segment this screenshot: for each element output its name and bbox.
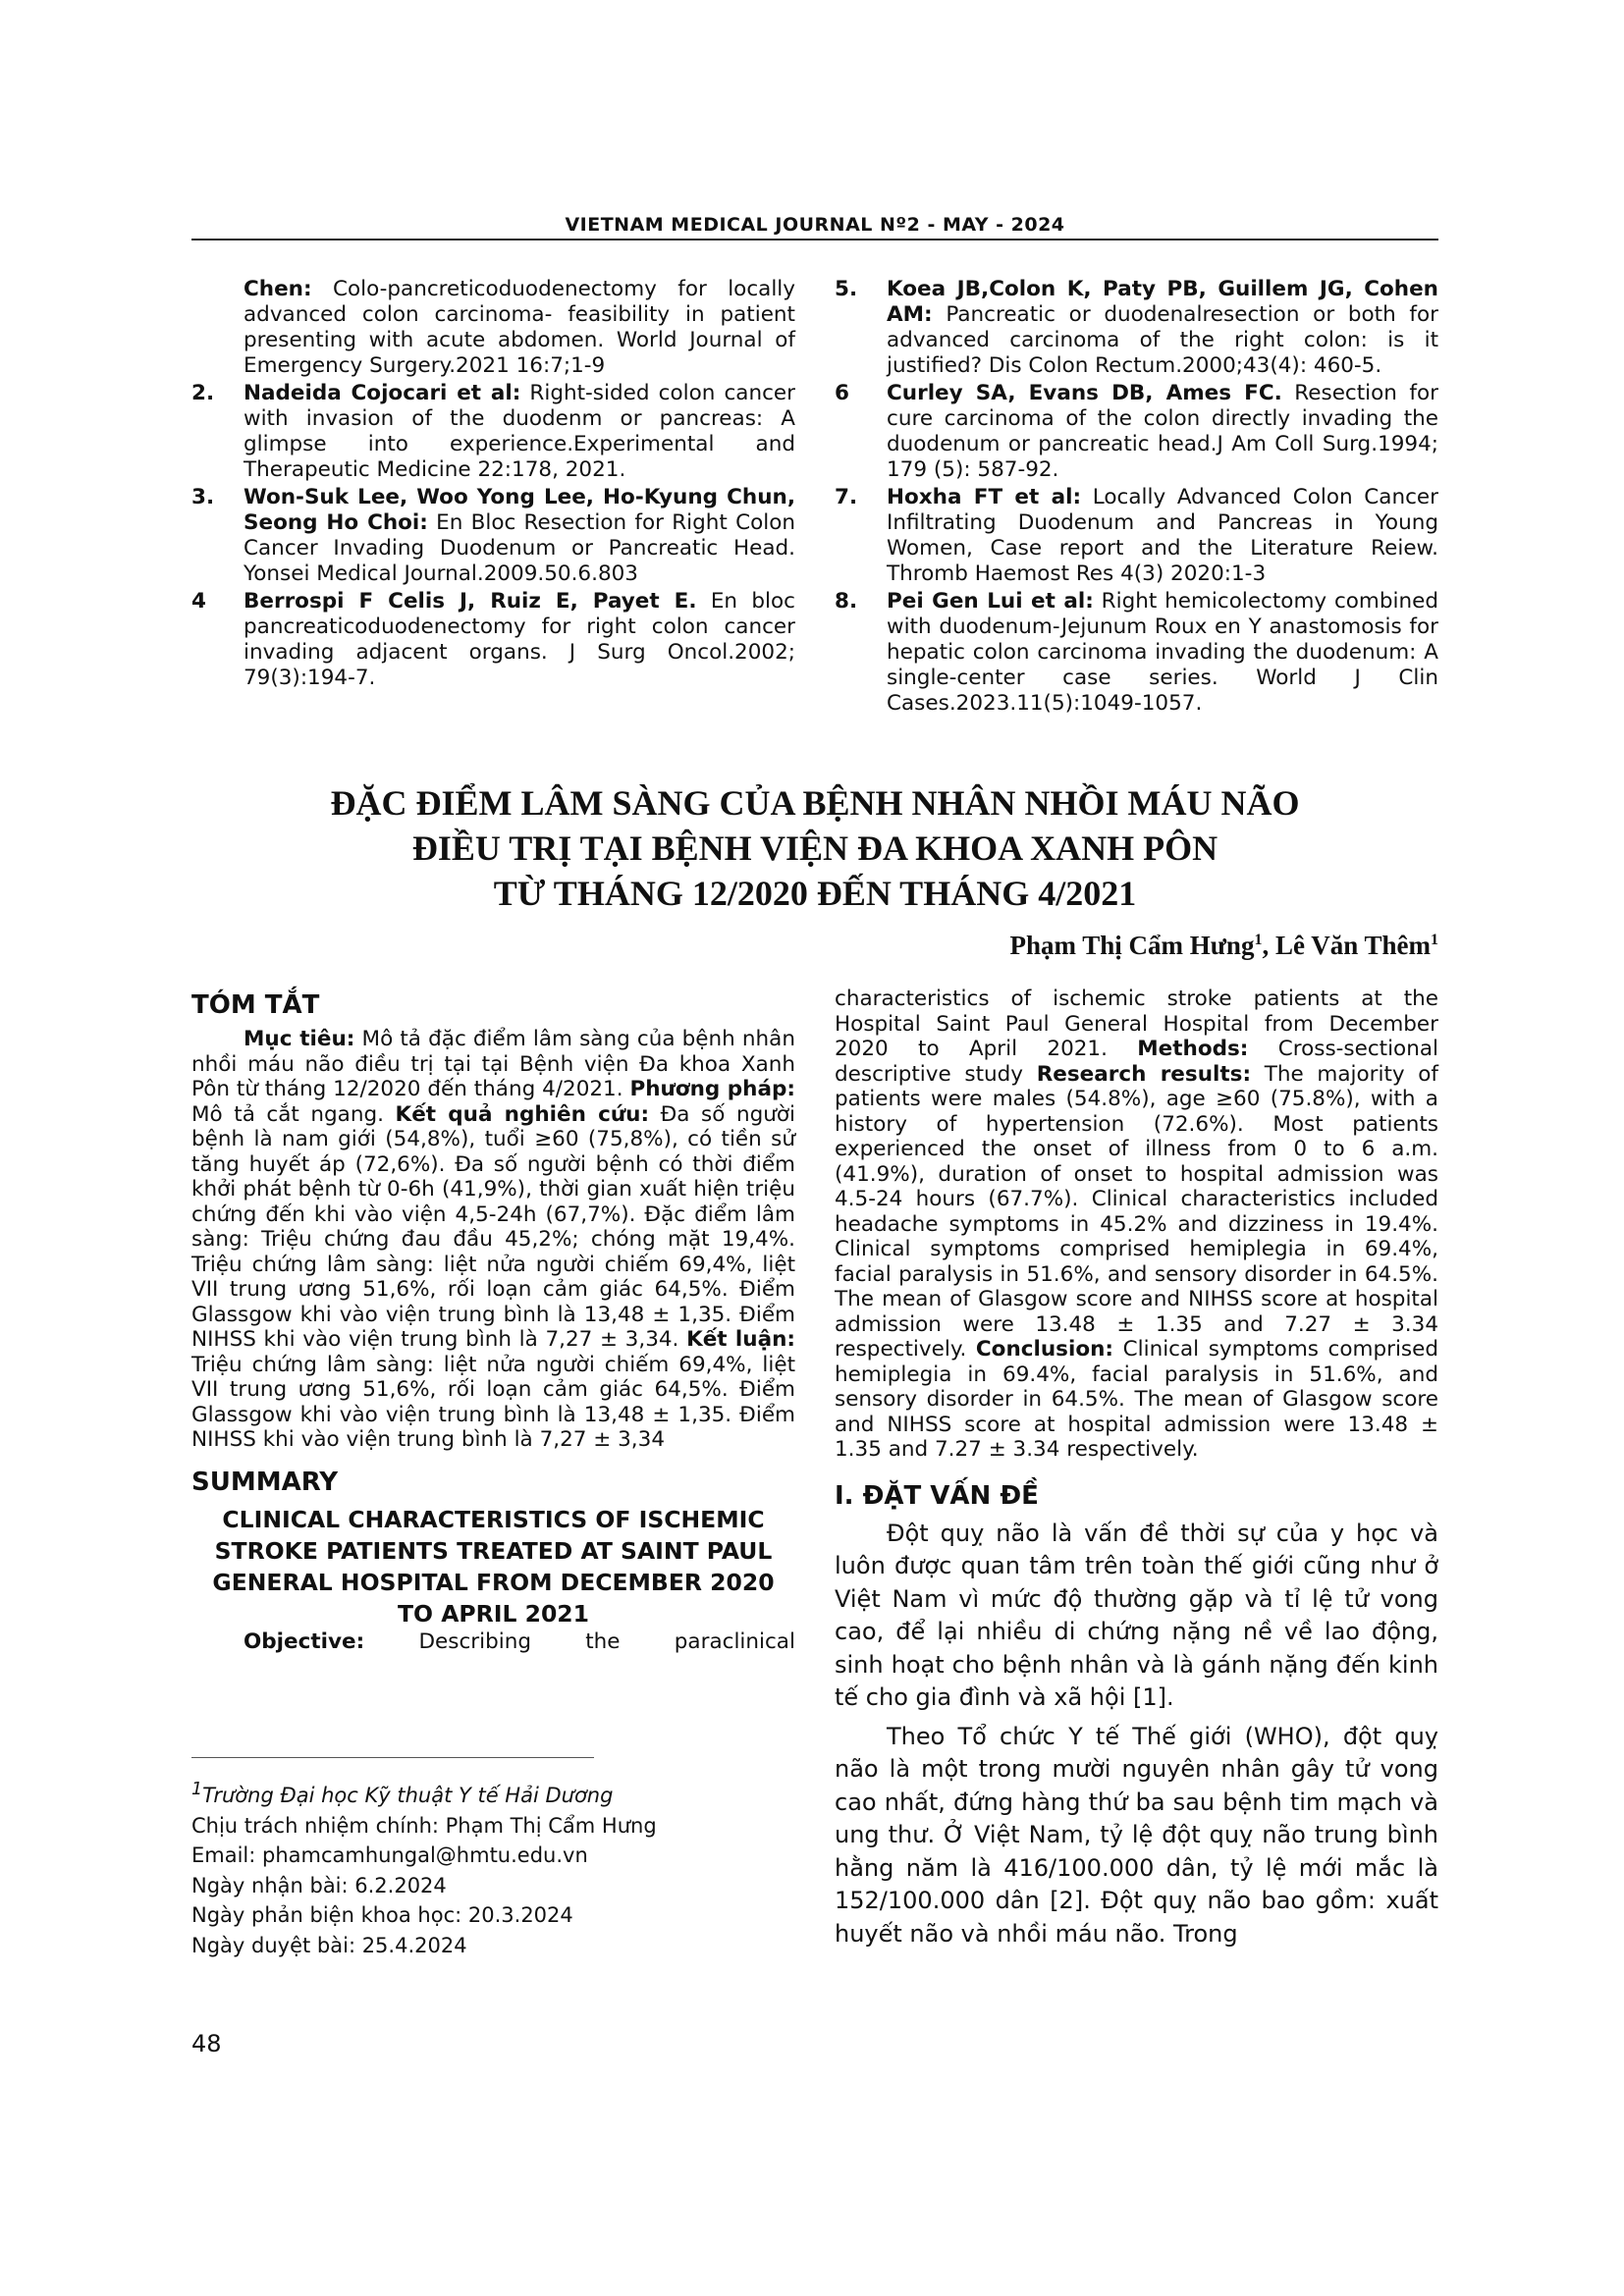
summary-objective-line [191, 1629, 795, 1655]
title-line: TỪ THÁNG 12/2020 ĐẾN THÁNG 4/2021 [493, 874, 1137, 913]
reference-text: En Bloc Resection for Right Colon Cancer Invading Duodenum or Pancreatic Head. Yonsei Medical Journal.2009.50.6.803 [244, 510, 795, 586]
footnote-reviewed: Ngày phản biện khoa học: 20.3.2024 [191, 1903, 573, 1927]
references-left-column [191, 277, 795, 693]
reference-text: Right hemicolectomy combined with duodenum-Jejunum Roux en Y anastomosis for hepatic colon carcinoma invading the duodenum: A single-center case series. World J Clin Cases.2023.11(5):1049-1057. [887, 589, 1438, 716]
reference-item [191, 277, 795, 379]
footnotes [191, 1775, 795, 1960]
left-body-column [191, 989, 795, 1654]
abstract-label: Mục tiêu: [244, 1027, 355, 1051]
reference-text: Pancreatic or duodenalresection or both for advanced carcinoma of the right colon: is it justified? Dis Colon Rectum.2000;43(4): 460-5. [887, 302, 1438, 378]
reference-item [835, 277, 1438, 379]
author-affiliation-mark: 1 [1431, 932, 1438, 948]
author-affiliation-mark: 1 [1254, 932, 1263, 948]
summary-text: Clinical symptoms comprised hemiplegia in 69.4%, facial paralysis in 51.6%, and sensory disorder in 64.5%. The mean of Glasgow score and NIHSS score at hospital admission were 13.48 ± 1.35 and 7.27 ± 3.34 respectively. [835, 1337, 1439, 1462]
reference-text: En bloc pancreaticoduodenectomy for right colon cancer invading adjacent organs. J Surg Oncol.2002; 79(3):194-7. [244, 589, 795, 690]
reference-text: Resection for cure carcinoma of the colon directly invading the duodenum or pancreatic head.J Am Coll Surg.1994; 179 (5): 587-92. [887, 381, 1438, 482]
abstract-label: Kết quả nghiên cứu: [395, 1101, 650, 1127]
reference-authors: Koea JB,Colon K, Paty PB, Guillem JG, Cohen AM: [887, 277, 1438, 327]
footnote-received: Ngày nhận bài: 6.2.2024 [191, 1873, 447, 1897]
intro-heading: I. ĐẶT VẤN ĐỀ [835, 1480, 1039, 1511]
footnote-accepted: Ngày duyệt bài: 25.4.2024 [191, 1933, 467, 1957]
reference-item [835, 381, 1438, 483]
reference-authors: Curley SA, Evans DB, Ames FC. [887, 381, 1282, 405]
footnote-email: Email: phamcamhungal@hmtu.edu.vn [191, 1843, 588, 1867]
reference-item [191, 589, 795, 691]
reference-number: 2. [191, 381, 215, 405]
abstract-label: Kết luận: [686, 1327, 795, 1352]
author-separator: , [1262, 931, 1275, 960]
intro-paragraph: Theo Tổ chức Y tế Thế giới (WHO), đột quỵ não là một trong mười nguyên nhân gây tử vong cao nhất, đứng hàng thứ ba sau bệnh tim mạch và ung thư. Ở Việt Nam, tỷ lệ đột quỵ não trung bình hằng năm là 416/100.000 dân, tỷ lệ mới mắc là 152/100.000 dân [2]. Đột quỵ não bao gồm: xuất huyết não và nhồi máu não. Trong [835, 1722, 1438, 1948]
abstract-text: Đa số người bệnh là nam giới (54,8%), tuổi ≥60 (75,8%), có tiền sử tăng huyết áp (72,6%). Đa số người bệnh có thời điểm khởi phát bệnh từ 0-6h (41,9%), thời gian xuất hiện triệu chứng đến khi vào viện 4,5-24h (67,7%). Đặc điểm lâm sàng: Triệu chứng đau đầu 45,2%; chóng mặt 19,4%. Triệu chứng lâm sàng: liệt nửa người chiếm 69,4%, liệt VII trung ương 51,6%, rối loạn cảm giác 64,5%. Điểm Glassgow khi vào viện trung bình là 13,48 ± 1,35. Điểm NIHSS khi vào viện trung bình là 7,27 ± 3,34. [191, 1101, 795, 1352]
summary-text: The majority of patients were males (54.8%), age ≥60 (75.8%), with a history of hypertension (72.6%). Most patients experienced the onset of illness from 0 to 6 a.m. (41.9%), duration of onset to hospital admission was 4.5-24 hours (67.7%). Clinical characteristics included headache symptoms in 45.2% and dizziness in 19.4%. Clinical symptoms comprised hemiplegia in 69.4%, facial paralysis in 51.6%, and sensory disorder in 64.5%. The mean of Glasgow score and NIHSS score at hospital admission were 13.48 ± 1.35 and 7.27 ± 3.34 respectively. [835, 1061, 1438, 1362]
article-title [191, 780, 1438, 916]
journal-header: VIETNAM MEDICAL JOURNAL Nº2 - MAY - 2024 [565, 214, 1065, 236]
reference-authors: Berrospi F Celis J, Ruiz E, Payet E. [244, 589, 697, 614]
reference-number: 4 [191, 589, 206, 614]
footnote-affiliation-text: Trường Đại học Kỹ thuật Y tế Hải Dương [202, 1784, 614, 1807]
summary-text: Cross-sectional descriptive study [835, 1037, 1438, 1087]
title-line: ĐIỀU TRỊ TẠI BỆNH VIỆN ĐA KHOA XANH PÔN [411, 828, 1218, 868]
summary-text: the [585, 1629, 621, 1654]
reference-authors: Pei Gen Lui et al: [887, 589, 1094, 614]
abstract-text: Mô tả đặc điểm lâm sàng của bệnh nhân nhồi máu não điều trị tại tại Bệnh viện Đa khoa Xanh Pôn từ tháng 12/2020 đến tháng 4/2021. [191, 1027, 795, 1101]
summary-label: Methods: [1137, 1037, 1249, 1061]
summary-label: Research results: [1036, 1061, 1252, 1087]
footnote-rule [191, 1757, 594, 1758]
article-authors [835, 931, 1438, 961]
author-name: Lê Văn Thêm [1274, 931, 1431, 960]
page-number: 48 [191, 2030, 222, 2057]
footnote-affiliation [191, 1775, 795, 1811]
reference-item [835, 589, 1438, 717]
reference-text: Colo-pancreticoduodenectomy for locally advanced colon carcinoma- feasibility in patient presenting with acute abdomen. World Journal of Emergency Surgery.2021 16:7;1-9 [244, 277, 795, 378]
reference-item [191, 381, 795, 483]
summary-text: characteristics of ischemic stroke patients at the Hospital Saint Paul General Hospital from December 2020 to April 2021. [835, 987, 1438, 1061]
intro-paragraph: Đột quỵ não là vấn đề thời sự của y học và luôn được quan tâm trên toàn thế giới cũng như ở Việt Nam vì mức độ thường gặp và tỉ lệ tử vong cao, để lại nhiều di chứng nặng nề về lao động, sinh hoạt cho bệnh nhân và là gánh nặng đến kinh tế cho gia đình và xã hội [1]. [835, 1519, 1438, 1711]
summary-heading: SUMMARY [191, 1467, 339, 1497]
abstract-label: Phương pháp: [629, 1077, 795, 1101]
abstract-paragraph [191, 1027, 795, 1453]
title-line: ĐẶC ĐIỂM LÂM SÀNG CỦA BỆNH NHÂN NHỒI MÁU NÃO [330, 783, 1300, 823]
footnote-mark: 1 [191, 1780, 203, 1799]
reference-authors: Won-Suk Lee, Woo Yong Lee, Ho-Kyung Chun, Seong Ho Choi: [244, 485, 795, 535]
footnote-corresponding: Chịu trách nhiệm chính: Phạm Thị Cẩm Hưng [191, 1813, 657, 1838]
reference-number: 7. [835, 485, 858, 509]
summary-paragraph [835, 987, 1438, 1463]
right-body-column [835, 987, 1438, 1950]
reference-number: 8. [835, 589, 858, 614]
reference-text: Right-sided colon cancer with invasion of the duodenm or pancreas: A glimpse into experience.Experimental and Therapeutic Medicine 22:178, 2021. [244, 381, 795, 482]
summary-title: CLINICAL CHARACTERISTICS OF ISCHEMIC STROKE PATIENTS TREATED AT SAINT PAUL GENERAL HOSPITAL FROM DECEMBER 2020 TO APRIL 2021 [212, 1505, 775, 1628]
summary-text: Describing [418, 1629, 531, 1654]
reference-item [835, 485, 1438, 587]
summary-label: Conclusion: [975, 1337, 1114, 1362]
reference-item [191, 485, 795, 587]
abstract-text: Triệu chứng lâm sàng: liệt nửa người chiếm 69,4%, liệt VII trung ương 51,6%, rối loạn cảm giác 64,5%. Điểm Glassgow khi vào viện trung bình là 13,48 ± 1,35. Điểm NIHSS khi vào viện trung bình là 7,27 ± 3,34 [191, 1352, 795, 1452]
header-rule [191, 239, 1438, 240]
summary-label: Objective: [244, 1629, 365, 1654]
reference-authors: Chen: [244, 277, 312, 301]
references-right-column [835, 277, 1438, 719]
abstract-text: Mô tả cắt ngang. [191, 1101, 396, 1127]
abstract-heading: TÓM TẮT [191, 990, 320, 1020]
reference-number: 5. [835, 277, 858, 301]
summary-text: paraclinical [674, 1629, 795, 1654]
reference-authors: Nadeida Cojocari et al: [244, 381, 521, 405]
reference-number: 6 [835, 381, 849, 405]
author-name: Phạm Thị Cẩm Hưng [1009, 931, 1255, 960]
reference-authors: Hoxha FT et al: [887, 485, 1082, 509]
reference-text: Locally Advanced Colon Cancer Infiltrating Duodenum and Pancreas in Young Women, Case report and the Literature Reiew. Thromb Haemost Res 4(3) 2020:1-3 [887, 485, 1439, 586]
reference-number: 3. [191, 485, 215, 509]
